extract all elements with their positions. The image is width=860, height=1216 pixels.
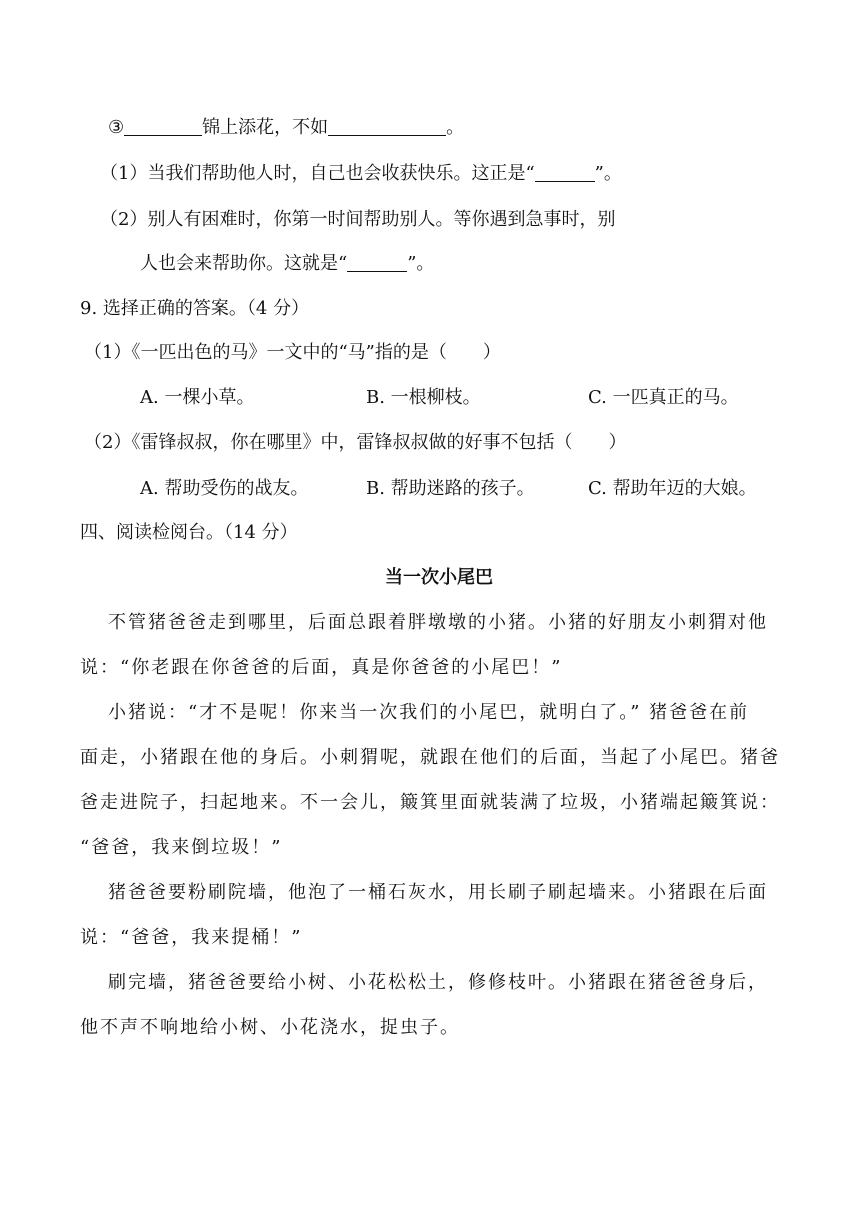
section4-heading: 四、阅读检阅台。（14 分） <box>80 522 298 543</box>
q8-sub2-line2 <box>140 252 434 276</box>
answer-blank[interactable] <box>347 253 407 272</box>
q9-q2-option-b[interactable]: B. 帮助迷路的孩子。 <box>366 478 535 499</box>
story-title: 当一次小尾巴 <box>385 567 493 588</box>
q9-heading: 9. 选择正确的答案。（4 分） <box>80 298 310 319</box>
q8-sub2-line1: （2）别人有困难时，你第一时间帮助别人。等你遇到急事时，别 <box>100 209 616 230</box>
q9-q1-option-b[interactable]: B. 一根柳枝。 <box>366 387 481 408</box>
story-line: “爸爸，我来倒垃圾！” <box>80 837 283 858</box>
item3-end: 。 <box>446 117 465 138</box>
q9-q1-text: （1）《一匹出色的马》一文中的“马”指的是（ ） <box>84 342 501 363</box>
sub1-text: （1）当我们帮助他人时，自己也会收获快乐。这正是“ <box>100 163 535 184</box>
answer-blank[interactable] <box>328 117 446 136</box>
answer-blank[interactable] <box>535 163 595 182</box>
story-line: 猪爸爸要粉刷院墙，他泡了一桶石灰水，用长刷子刷起墙来。小猪跟在后面 <box>108 882 768 903</box>
story-line: 他不声不响地给小树、小花浇水，捉虫子。 <box>80 1017 460 1038</box>
story-line: 爸走进院子，扫起地来。不一会儿，簸箕里面就装满了垃圾，小猪端起簸箕说： <box>80 792 780 813</box>
story-line: 小猪说：“才不是呢！你来当一次我们的小尾巴，就明白了。” 猪爸爸在前 <box>108 702 750 723</box>
item3-text: 锦上添花，不如 <box>202 117 329 138</box>
sub1-end: ”。 <box>594 163 622 184</box>
story-line: 说：“你老跟在你爸爸的后面，真是你爸爸的小尾巴！” <box>80 657 563 678</box>
answer-blank[interactable] <box>124 117 202 136</box>
q9-q2-option-c[interactable]: C. 帮助年迈的大娘。 <box>588 478 757 499</box>
sub2-text: 人也会来帮助你。这就是“ <box>140 253 348 274</box>
q9-q2-text: （2）《雷锋叔叔，你在哪里》中，雷锋叔叔做的好事不包括（ ） <box>84 432 627 453</box>
item3-number: ③ <box>108 117 125 138</box>
q8-item3 <box>108 116 464 140</box>
q9-q1-option-a[interactable]: A. 一棵小草。 <box>140 387 255 408</box>
sub2-end: ”。 <box>407 253 435 274</box>
story-line: 刷完墙，猪爸爸要给小树、小花松松土，修修枝叶。小猪跟在猪爸爸身后， <box>108 972 768 993</box>
story-line: 不管猪爸爸走到哪里，后面总跟着胖墩墩的小猪。小猪的好朋友小刺猬对他 <box>108 612 768 633</box>
q9-q1-option-c[interactable]: C. 一匹真正的马。 <box>588 387 739 408</box>
q9-q2-option-a[interactable]: A. 帮助受伤的战友。 <box>140 478 309 499</box>
q8-sub1 <box>100 162 622 186</box>
story-line: 说：“爸爸，我来提桶！” <box>80 927 303 948</box>
story-line: 面走，小猪跟在他的身后。小刺猬呢，就跟在他们的后面，当起了小尾巴。猪爸 <box>80 747 780 768</box>
